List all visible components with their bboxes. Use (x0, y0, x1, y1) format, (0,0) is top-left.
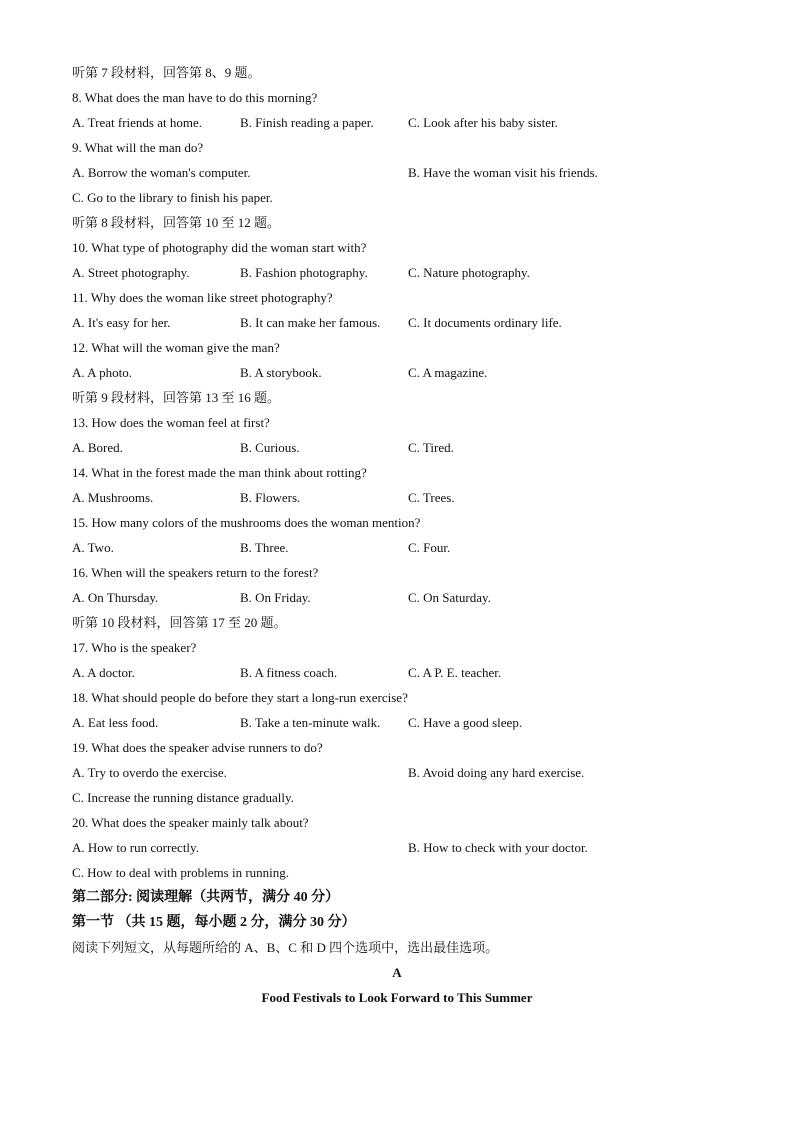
option-b: B. A storybook. (240, 365, 322, 380)
text-line: 听第 7 段材料，回答第 8、9 题。 (72, 65, 261, 80)
option-b: B. Fashion photography. (240, 265, 368, 280)
option-a: A. Mushrooms. (72, 490, 154, 505)
option-b: B. Take a ten-minute walk. (240, 715, 381, 730)
option-a: A. Try to overdo the exercise. (72, 765, 227, 780)
text-line: 20. What does the speaker mainly talk about? (72, 815, 309, 830)
option-a: A. Borrow the woman's computer. (72, 165, 251, 180)
text-line: 13. How does the woman feel at first? (72, 415, 270, 430)
text-line: 10. What type of photography did the woman start with? (72, 240, 367, 255)
option-a: A. Bored. (72, 440, 123, 455)
text-line: 11. Why does the woman like street photography? (72, 290, 333, 305)
text-line: 听第 10 段材料，回答第 17 至 20 题。 (72, 615, 287, 630)
option-c: C. Nature photography. (408, 265, 530, 280)
text-line: 18. What should people do before they start a long-run exercise? (72, 690, 408, 705)
text-line: 17. Who is the speaker? (72, 640, 197, 655)
option-b: B. Curious. (240, 440, 300, 455)
text-line: C. How to deal with problems in running. (72, 865, 290, 880)
option-b: B. Finish reading a paper. (240, 115, 374, 130)
option-b: B. On Friday. (240, 590, 311, 605)
option-a: A. A photo. (72, 365, 132, 380)
option-a: A. On Thursday. (72, 590, 159, 605)
option-c: C. It documents ordinary life. (408, 315, 562, 330)
text-line: 12. What will the woman give the man? (72, 340, 280, 355)
text-line: 听第 8 段材料，回答第 10 至 12 题。 (72, 215, 281, 230)
option-c: C. Tired. (408, 440, 454, 455)
option-a: A. Street photography. (72, 265, 190, 280)
text-line: C. Go to the library to finish his paper. (72, 190, 273, 205)
option-a: A. Treat friends at home. (72, 115, 202, 130)
option-a: A. A doctor. (72, 665, 135, 680)
text-line: 16. When will the speakers return to the forest? (72, 565, 319, 580)
section-heading: 第二部分: 阅读理解（共两节，满分 40 分） (72, 890, 340, 905)
option-b: B. How to check with your doctor. (408, 840, 588, 855)
text-line: 14. What in the forest made the man think about rotting? (72, 465, 367, 480)
option-a: A. Two. (72, 540, 114, 555)
passage-title: Food Festivals to Look Forward to This Summer (261, 990, 533, 1005)
option-b: B. A fitness coach. (240, 665, 338, 680)
option-c: C. Four. (408, 540, 451, 555)
text-line: 听第 9 段材料，回答第 13 至 16 题。 (72, 390, 281, 405)
passage-label: A (392, 965, 402, 980)
option-b: B. Flowers. (240, 490, 301, 505)
option-b: B. It can make her famous. (240, 315, 381, 330)
option-c: C. A magazine. (408, 365, 488, 380)
option-b: B. Three. (240, 540, 289, 555)
text-line: C. Increase the running distance gradually. (72, 790, 294, 805)
text-line: 19. What does the speaker advise runners to do? (72, 740, 323, 755)
text-line: 8. What does the man have to do this morning? (72, 90, 318, 105)
text-line: 阅读下列短文，从每题所给的 A、B、C 和 D 四个选项中，选出最佳选项。 (72, 940, 499, 955)
option-a: A. Eat less food. (72, 715, 159, 730)
option-a: A. How to run correctly. (72, 840, 199, 855)
option-b: B. Avoid doing any hard exercise. (408, 765, 585, 780)
option-c: C. A P. E. teacher. (408, 665, 502, 680)
option-c: C. Look after his baby sister. (408, 115, 558, 130)
option-a: A. It's easy for her. (72, 315, 171, 330)
section-heading: 第一节 （共 15 题，每小题 2 分，满分 30 分） (72, 915, 356, 930)
option-c: C. On Saturday. (408, 590, 491, 605)
text-line: 9. What will the man do? (72, 140, 204, 155)
option-c: C. Trees. (408, 490, 455, 505)
option-b: B. Have the woman visit his friends. (408, 165, 598, 180)
text-line: 15. How many colors of the mushrooms does the woman mention? (72, 515, 421, 530)
option-c: C. Have a good sleep. (408, 715, 523, 730)
